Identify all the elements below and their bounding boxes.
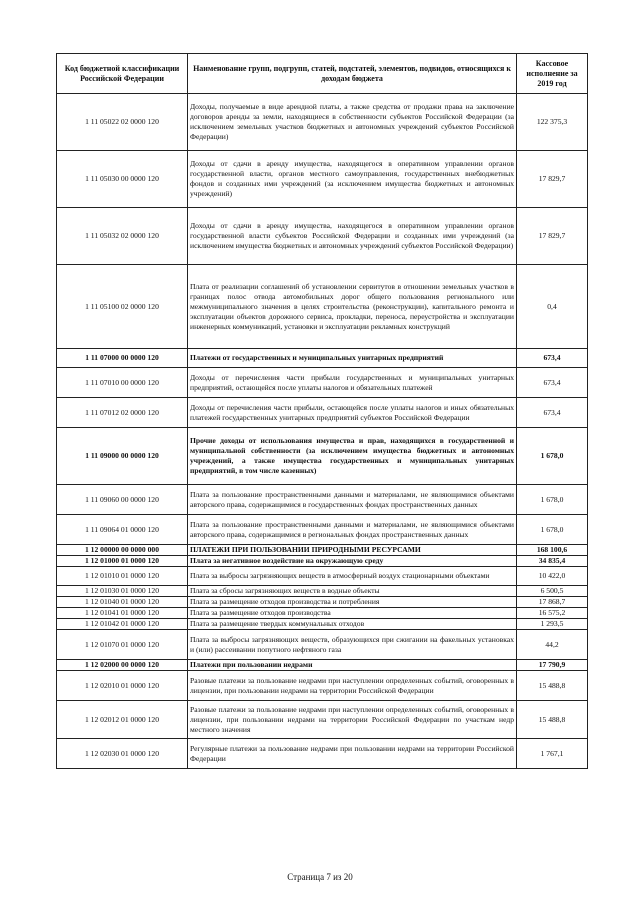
row-name: Плата за размещение твердых коммунальных отходов: [188, 619, 517, 630]
row-code: 1 12 00000 00 0000 000: [57, 545, 188, 556]
page-footer: Страница 7 из 20: [287, 872, 353, 882]
row-name: Плата за размещение отходов производства: [188, 608, 517, 619]
header-code: Код бюджетной классификации Российской Федерации: [57, 54, 188, 94]
row-name: Доходы от сдачи в аренду имущества, находящегося в оперативном управлении органов государственной власти субъектов Российской Федерации и созданных ими учреждений (за исключением имущества бюджетных и автономных учреждений субъектов Российской Федерации): [188, 208, 517, 265]
row-amount: 17 868,7: [517, 597, 588, 608]
budget-table: [56, 53, 588, 769]
row-name: Доходы, получаемые в виде арендной платы, а также средства от продажи права на заключение договоров аренды за земли, находящиеся в собственности субъектов Российской Федерации (за исключением земельных участков бюджетных и автономных учреждений субъектов Российской Федерации): [188, 94, 517, 151]
row-name: Платежи при пользовании недрами: [188, 660, 517, 671]
table-row: [57, 567, 588, 586]
row-code: 1 12 02030 01 0000 120: [57, 739, 188, 769]
table-row: [57, 630, 588, 660]
row-amount: 34 835,4: [517, 556, 588, 567]
row-code: 1 12 01042 01 0000 120: [57, 619, 188, 630]
row-amount: 1 678,0: [517, 515, 588, 545]
row-code: 1 12 01000 01 0000 120: [57, 556, 188, 567]
table-row: [57, 556, 588, 567]
table-row: [57, 368, 588, 398]
row-name: Доходы от сдачи в аренду имущества, находящегося в оперативном управлении органов государственной власти, органов местного самоуправления, государственных внебюджетных фондов и созданных ими учреждений (за исключением имущества бюджетных и автономных учреждений): [188, 151, 517, 208]
header-name: Наименование групп, подгрупп, статей, подстатей, элементов, подвидов, относящихся к доходам бюджета: [188, 54, 517, 94]
row-name: Доходы от перечисления части прибыли государственных и муниципальных унитарных предприятий, остающейся после уплаты налогов и обязательных платежей: [188, 368, 517, 398]
row-amount: 0,4: [517, 265, 588, 349]
row-name: Плата за размещение отходов производства и потребления: [188, 597, 517, 608]
table-row: [57, 208, 588, 265]
table-body: [57, 94, 588, 769]
row-code: 1 11 05032 02 0000 120: [57, 208, 188, 265]
row-code: 1 12 01070 01 0000 120: [57, 630, 188, 660]
row-code: 1 12 01010 01 0000 120: [57, 567, 188, 586]
row-name: Плата за пользование пространственными данными и материалами, не являющимися объектами авторского права, содержащимися в региональных фондах пространственных данных: [188, 515, 517, 545]
table-row: [57, 701, 588, 739]
row-name: Платежи от государственных и муниципальных унитарных предприятий: [188, 349, 517, 368]
row-code: 1 11 05100 02 0000 120: [57, 265, 188, 349]
table-row: [57, 265, 588, 349]
row-amount: 15 488,8: [517, 701, 588, 739]
row-code: 1 11 07010 00 0000 120: [57, 368, 188, 398]
table-row: [57, 671, 588, 701]
row-amount: 1 678,0: [517, 428, 588, 485]
row-amount: 168 100,6: [517, 545, 588, 556]
header-amount: Кассовое исполнение за 2019 год: [517, 54, 588, 94]
table-row: [57, 739, 588, 769]
row-name: Плата за пользование пространственными данными и материалами, не являющимися объектами авторского права, содержащимися в государственных фондах пространственных данных: [188, 485, 517, 515]
table-row: [57, 485, 588, 515]
row-code: 1 11 07000 00 0000 120: [57, 349, 188, 368]
row-amount: 17 790,9: [517, 660, 588, 671]
table-row: [57, 619, 588, 630]
row-name: Плата за негативное воздействие на окружающую среду: [188, 556, 517, 567]
row-code: 1 11 09064 01 0000 120: [57, 515, 188, 545]
row-code: 1 11 05022 02 0000 120: [57, 94, 188, 151]
table-row: [57, 94, 588, 151]
row-amount: 6 500,5: [517, 586, 588, 597]
row-code: 1 12 01041 01 0000 120: [57, 608, 188, 619]
row-code: 1 11 09000 00 0000 120: [57, 428, 188, 485]
table-row: [57, 515, 588, 545]
row-amount: 1 767,1: [517, 739, 588, 769]
row-name: Плата за выбросы загрязняющих веществ в атмосферный воздух стационарными объектами: [188, 567, 517, 586]
table-row: [57, 660, 588, 671]
row-name: Прочие доходы от использования имущества и прав, находящихся в государственной и муниципальной собственности (за исключением имущества бюджетных и автономных учреждений, а также имущества государственных и муниципальных унитарных предприятий, в том числе казенных): [188, 428, 517, 485]
row-name: Плата за сбросы загрязняющих веществ в водные объекты: [188, 586, 517, 597]
row-code: 1 11 07012 02 0000 120: [57, 398, 188, 428]
row-code: 1 12 01030 01 0000 120: [57, 586, 188, 597]
row-code: 1 11 05030 00 0000 120: [57, 151, 188, 208]
row-code: 1 12 02000 00 0000 120: [57, 660, 188, 671]
table-row: [57, 586, 588, 597]
row-code: 1 12 02010 01 0000 120: [57, 671, 188, 701]
table-row: [57, 428, 588, 485]
table-row: [57, 349, 588, 368]
row-amount: 122 375,3: [517, 94, 588, 151]
row-amount: 44,2: [517, 630, 588, 660]
row-code: 1 12 01040 01 0000 120: [57, 597, 188, 608]
table-header-row: [57, 54, 588, 94]
row-name: Доходы от перечисления части прибыли, остающейся после уплаты налогов и иных обязательных платежей государственных унитарных предприятий субъектов Российской Федерации: [188, 398, 517, 428]
row-name: Разовые платежи за пользование недрами при наступлении определенных событий, оговоренных в лицензии, при пользовании недрами на территории Российской Федерации: [188, 671, 517, 701]
row-amount: 673,4: [517, 368, 588, 398]
table-row: [57, 151, 588, 208]
table-row: [57, 608, 588, 619]
table-row: [57, 398, 588, 428]
row-amount: 16 575,2: [517, 608, 588, 619]
row-amount: 15 488,8: [517, 671, 588, 701]
row-amount: 1 293,5: [517, 619, 588, 630]
row-name: Регулярные платежи за пользование недрами при пользовании недрами на территории Российской Федерации: [188, 739, 517, 769]
row-amount: 17 829,7: [517, 151, 588, 208]
row-name: Разовые платежи за пользование недрами при наступлении определенных событий, оговоренных в лицензии, при пользовании недрами на территории Российской Федерации по участкам недр местного значения: [188, 701, 517, 739]
row-name: Плата за выбросы загрязняющих веществ, образующихся при сжигании на факельных установках и (или) рассеивании попутного нефтяного газа: [188, 630, 517, 660]
row-amount: 1 678,0: [517, 485, 588, 515]
row-amount: 673,4: [517, 349, 588, 368]
row-amount: 17 829,7: [517, 208, 588, 265]
row-code: 1 11 09060 00 0000 120: [57, 485, 188, 515]
row-name: Плата от реализации соглашений об установлении сервитутов в отношении земельных участков в границах полос отвода автомобильных дорог общего пользования регионального или межмуниципального значения в целях строительства (реконструкции), капитального ремонта и эксплуатации объектов дорожного сервиса, прокладки, переноса, переустройства и эксплуатации инженерных коммуникаций, установки и эксплуатации рекламных конструкций: [188, 265, 517, 349]
row-name: ПЛАТЕЖИ ПРИ ПОЛЬЗОВАНИИ ПРИРОДНЫМИ РЕСУРСАМИ: [188, 545, 517, 556]
row-code: 1 12 02012 01 0000 120: [57, 701, 188, 739]
table-row: [57, 597, 588, 608]
row-amount: 10 422,0: [517, 567, 588, 586]
row-amount: 673,4: [517, 398, 588, 428]
table-row: [57, 545, 588, 556]
